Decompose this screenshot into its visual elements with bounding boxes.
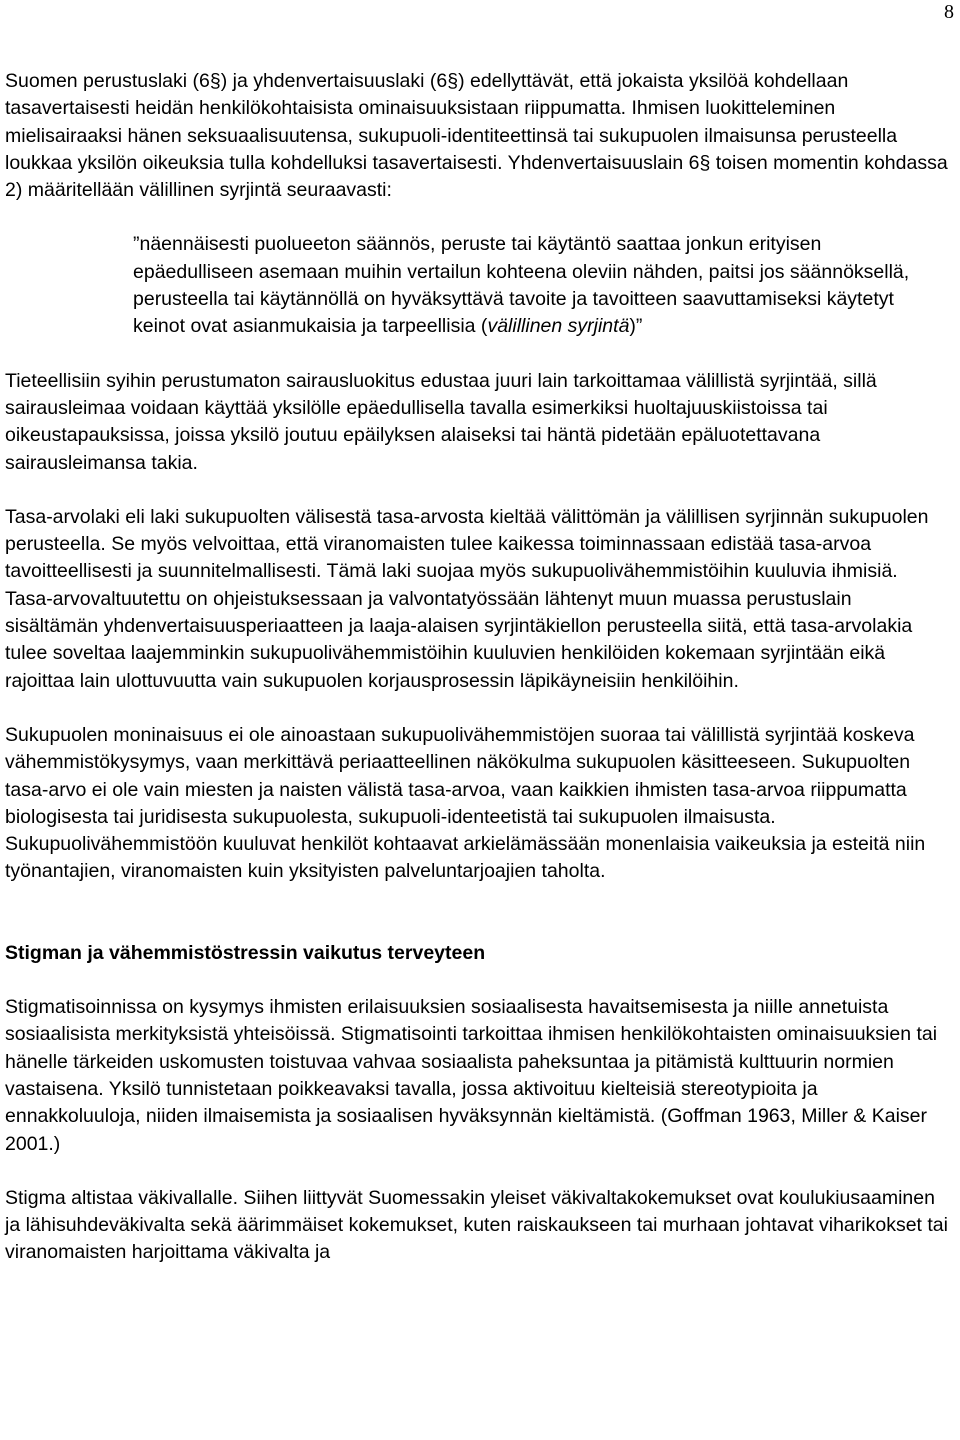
quote-closing: )”	[629, 315, 643, 338]
body-text	[5, 68, 950, 1294]
paragraph-gender-diversity: Sukupuolen moninaisuus ei ole ainoastaan sukupuolivähemmistöjen suoraa tai välillistä syrjintää koskeva vähemmistökysymys, vaan merkittävä periaatteellinen näkökulma sukupuolen käsitteeseen. Sukupuolten tasa-arvo ei ole vain miesten ja naisten välistä tasa-arvoa, vaan kaikkien ihmisten tasa-arvoa riippumatta biologisesta tai juridisesta sukupuolesta, sukupuoli-identeetistä tai sukupuolen ilmaisusta. Sukupuolivähemmistöön kuuluvat henkilöt kohtaavat arkielämässään monenlaisia vaikeuksia ja esteitä niin työnantajien, viranomaisten kuin yksityisten palveluntarjoajien taholta.	[5, 723, 926, 883]
quote-text: ”näennäisesti puolueeton säännös, peruste tai käytäntö saattaa jonkun erityisen epäedulliseen asemaan muihin vertailun kohteena oleviin nähden, paitsi jos säännöksellä, perusteella tai käytännöllä on hyväksyttävä tavoite ja tavoitteen saavuttamiseksi käytetyt keinot ovat asianmukaisia ja tarpeellisia (	[133, 233, 910, 338]
page-number: 8	[944, 1, 954, 23]
blockquote-indirect-discrimination	[133, 231, 943, 340]
paragraph-classification: Tieteellisiin syihin perustumaton sairausluokitus edustaa juuri lain tarkoittamaa välillistä syrjintää, sillä sairausleimaa voidaan käyttää yksilölle epäedullisella tavalla esimerkiksi huoltajuuskiistoissa tai oikeustapauksissa, joissa yksilö joutuu epäilyksen alaiseksi tai häntä pidetään epäluotettavana sairausleimansa takia.	[5, 369, 877, 474]
paragraph-stigmatization: Stigmatisoinnissa on kysymys ihmisten erilaisuuksien sosiaalisesta havaitsemisesta ja niille annetuista sosiaalisista merkityksistä yhteisöissä. Stigmatisointi tarkoittaa ihmisen henkilökohtaisten ominaisuuksien tai hänelle tärkeiden uskomusten toistuvaa vahvaa sosiaalista paheksuntaa ja pitämistä kulttuurin normien vastaisena. Yksilö tunnistetaan poikkeavaksi tavalla, jossa aktivoituu kielteisiä stereotypioita ja ennakkoluuloja, niiden ilmaisemista ja sosiaalisen hyväksynnän kieltämistä. (Goffman 1963, Miller & Kaiser 2001.)	[5, 996, 938, 1155]
paragraph-constitution: Suomen perustuslaki (6§) ja yhdenvertaisuuslaki (6§) edellyttävät, että jokaista yksilöä kohdellaan tasavertaisesti heidän henkilökohtaisista ominaisuuksistaan riippumatta. Ihmisen luokitteleminen mielisairaaksi hänen seksuaalisuutensa, sukupuoli-identiteettinsä tai sukupuolen ilmaisunsa perusteella loukkaa yksilön oikeuksia tulla kohdelluksi tasavertaisesti. Yhdenvertaisuuslain 6§ toisen momentin kohdassa 2) määritellään välillinen syrjintä seuraavasti:	[5, 70, 948, 202]
paragraph-violence: Stigma altistaa väkivallalle. Siihen liittyvät Suomessakin yleiset väkivaltakokemukset ovat koulukiusaaminen ja lähisuhdeväkivalta sekä äärimmäiset kokemukset, kuten raiskaukseen tai murhaan johtavat viharikokset tai viranomaisten harjoittama väkivalta ja	[5, 1186, 948, 1264]
section-heading: Stigman ja vähemmistöstressin vaikutus terveyteen	[5, 941, 486, 964]
paragraph-equality-act: Tasa-arvolaki eli laki sukupuolten välisestä tasa-arvosta kieltää välittömän ja välillisen syrjinnän sukupuolen perusteella. Se myös velvoittaa, että viranomaisten tulee kaikessa toiminnassaan edistää tasa-arvoa tavoitteellisesti ja suunnitelmallisesti. Tämä laki suojaa myös sukupuolivähemmistöihin kuuluvia ihmisiä. Tasa-arvovaltuutettu on ohjeistuksessaan ja valvontatyössään lähtenyt muun muassa perustuslain sisältämän yhdenvertaisuusperiaatteen ja laaja-alaisen syrjintäkiellon perusteella siitä, että tasa-arvolakia tulee soveltaa laajemminkin sukupuolivähemmistöihin kuuluvien henkilöiden kokemaan syrjintään eikä rajoittaa lain ulottuvuutta vain sukupuolen korjausprosessin läpikäyneisiin henkilöihin.	[5, 505, 929, 692]
quote-italic-term: välillinen syrjintä	[487, 315, 630, 338]
